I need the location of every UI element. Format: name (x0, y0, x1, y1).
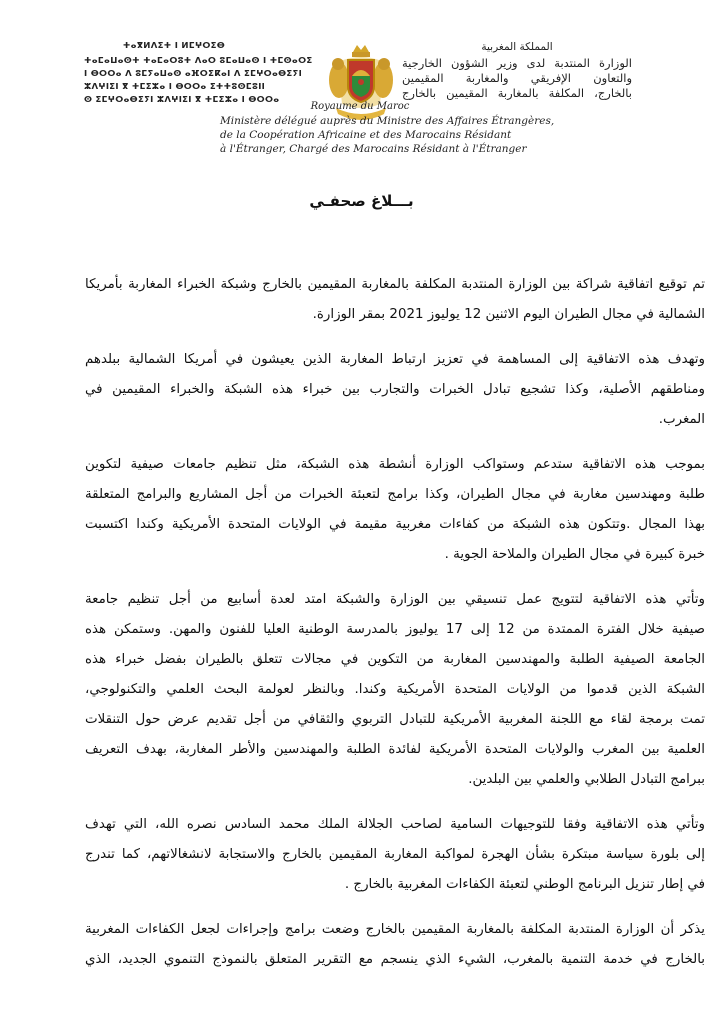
arabic-ministry-line: الوزارة المنتدبة لدى وزير الشؤون الخارجية (402, 56, 632, 70)
text-line: وتأتي هذه الاتفاقية وفقا للتوجيهات السامية لصاحب الجلالة الملك محمد السادس نصره الله، التي تهدف (85, 817, 705, 832)
tifinagh-line: ⵏ ⴱⵔⵔⴰ ⴷ ⵓⵎⵢⴰⵡⴰⵙ ⴰⴼⵔⵉⴽⴰⵏ ⴷ ⵉⵎⵖⵔⴰⴱⵉⵢⵏ (84, 69, 303, 79)
french-ministry-line: Ministère délégué auprès du Ministre des Affaires Étrangères, (220, 115, 555, 127)
paragraph (85, 450, 705, 570)
text-line: بموجب هذه الاتفاقية ستدعم وستواكب الوزارة أنشطة هذه الشبكة، مثل تنظيم جامعات صيفية لتكوين (85, 457, 705, 472)
paragraph (85, 270, 705, 330)
text-line: بهذا المجال .وتتكون هذه الشبكة من كفاءات مغربية مقيمة في الولايات المتحدة الأمريكية وكندا اكتسبت (85, 517, 705, 532)
arabic-ministry-line: بالخارج، المكلفة بالمغاربة المقيمين بالخارج (402, 86, 632, 100)
text-line: ببرامج التبادل الطلابي والعلمي بين البلدين. (468, 772, 705, 787)
text-line: إلى بلورة سياسة مبتكرة بشأن الهجرة لمواكبة المغاربة المقيمين بالخارج والاستجابة لانشغالاتهم، كما تندرج (85, 847, 705, 862)
text-line: طلبة ومهندسين مغاربة في مجال الطيران، وكذا برامج لتعبئة الخبرات من أجل المشاريع والبرامج المتعلقة (85, 487, 705, 502)
text-line: بالخارج في خدمة التنمية بالمغرب، الشيء الذي ينسجم مع التقرير المتعلق بالنموذج التنموي الجديد، الذي (85, 952, 705, 967)
french-ministry-line: de la Coopération Africaine et des Marocains Résidant (220, 129, 512, 141)
text-line: ومناطقهم الأصلية، وكذا تشجيع تبادل الخبرات والتجارب بين خبراء هذه الشبكة والخبراء المقيمين في (85, 382, 705, 397)
tifinagh-line: ⵙ ⵉⵎⵖⵔⴰⴱⵉⵢⵏ ⵣⴷⵖⵏⵉⵏ ⴳ ⵜⵎⵉⵣⴰ ⵏ ⴱⵔⵔⴰ (84, 95, 280, 105)
text-line: تم توقيع اتفاقية شراكة بين الوزارة المنتدبة المكلفة بالمغاربة المقيمين بالخارج وشبكة الخبراء المغاربة بأمريكا (85, 277, 705, 292)
french-kingdom: Royaume du Maroc (310, 101, 410, 112)
text-line: وتأتي هذه الاتفاقية لتتويج عمل تنسيقي بين الوزارة والشبكة امتد لعدة أسابيع من أجل تنظيم جامعة (85, 592, 705, 607)
paragraph (85, 810, 705, 900)
french-header (220, 100, 555, 156)
text-line: صيفية خلال الفترة الممتدة من 12 إلى 17 يوليوز بالمدرسة الوطنية العليا للفنون والمهن. وستمكن هذه (85, 622, 706, 637)
arabic-header (402, 40, 632, 101)
arabic-ministry-line: والتعاون الإفريقي والمغاربة المقيمين (402, 71, 632, 85)
paragraph (85, 345, 705, 435)
tifinagh-line: ⵣⴷⵖⵏⵉⵏ ⴳ ⵜⵎⵉⵣⴰ ⵏ ⴱⵔⵔⴰ ⵉⵜⵜⵓⵙⵎⵓⵏⵏ (84, 82, 266, 92)
text-line: المغرب. (658, 412, 705, 427)
document-body (85, 270, 705, 990)
text-line: العلمية بين المغرب والولايات المتحدة الأمريكية لفائدة الطلبة والمهندسين والأطر المغاربة، بهدف التعريف (85, 742, 705, 757)
french-ministry-line: à l'Étranger, Chargé des Marocains Résidant à l'Étranger (220, 143, 527, 155)
text-line: الجامعة الصيفية الطلبة والمهندسين المغاربة من التكوين في مجالات تتعلق بالطيران بفضل خبراء هذه (85, 652, 705, 667)
text-line: في إطار تنزيل البرنامج الوطني لتعبئة الكفاءات المغربية بالخارج . (344, 877, 705, 892)
text-line: يذكر أن الوزارة المنتدبة المكلفة بالمغاربة المقيمين بالخارج وضعت برامج وإجراءات لجعل الكفاءات المغربية (85, 922, 705, 937)
tifinagh-header (84, 40, 313, 107)
tifinagh-kingdom: ⵜⴰⴳⵍⴷⵉⵜ ⵏ ⵍⵎⵖⵔⵉⴱ (122, 41, 226, 51)
paragraph (85, 915, 705, 975)
text-line: وتهدف هذه الاتفاقية إلى المساهمة في تعزيز ارتباط المغاربة الذين يعيشون في أمريكا الشمالية ببلدهم (85, 352, 705, 367)
text-line: الشمالية في مجال الطيران اليوم الاثنين 12 يوليوز 2021 بمقر الوزارة. (312, 307, 705, 322)
paragraph (85, 585, 705, 795)
letterhead (0, 0, 723, 160)
text-line: تمت برمجة لقاء مع اللجنة المغربية الأمريكية للتبادل التربوي والثقافي من أجل تقديم عرض حول التنقلات (85, 712, 705, 727)
tifinagh-line: ⵜⴰⵎⴰⵡⴰⵙⵜ ⵜⴰⵎⴰⵔⵓⵜ ⴷⴰⵔ ⵓⵎⴰⵡⴰⵙ ⵏ ⵜⵎⵙⴰⵔⵉ (84, 56, 313, 66)
text-line: الشبكة الذين قدموا من الولايات المتحدة الأمريكية وكندا. وبالنظر لعولمة البحث العلمي والتكنولوجي، (85, 682, 705, 697)
document-title: بـــلاغ صحفـي (309, 192, 414, 210)
text-line: خبرة كبيرة في مجال الطيران والملاحة الجوية . (444, 547, 705, 562)
arabic-kingdom: المملكة المغربية (481, 41, 553, 53)
